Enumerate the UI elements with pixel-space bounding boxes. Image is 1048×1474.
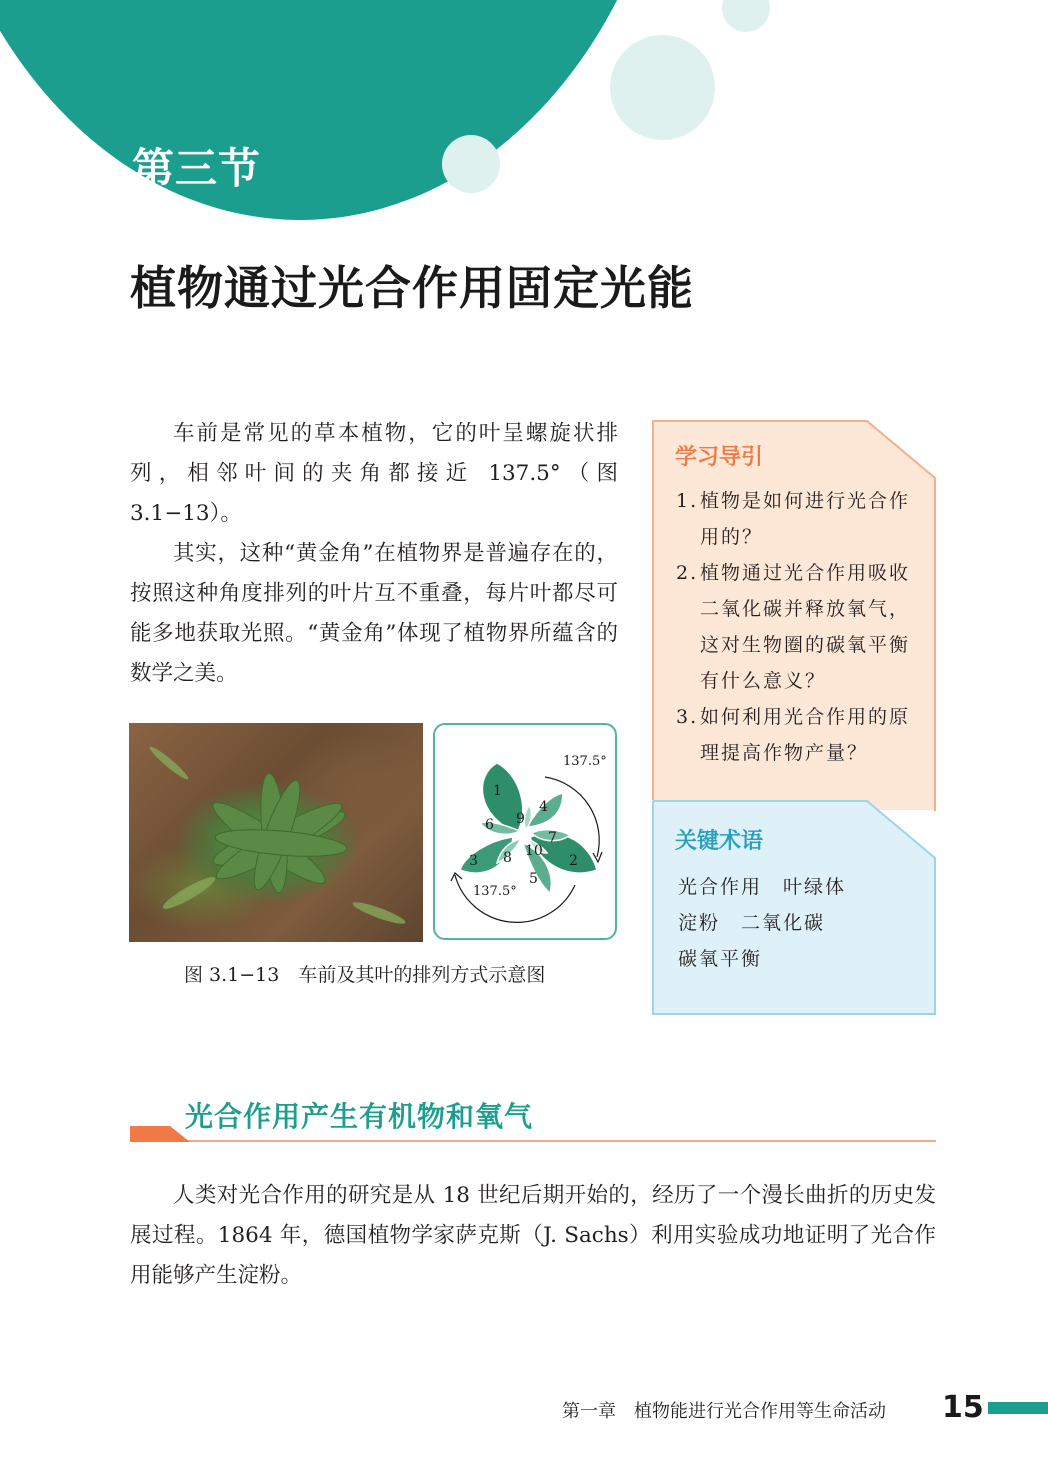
footer-chapter-title: 第一章 植物能进行光合作用等生命活动: [562, 1401, 886, 1422]
heading-rule: [130, 1140, 936, 1142]
figure-caption: 图 3.1−13 车前及其叶的排列方式示意图: [184, 964, 546, 986]
body-paragraph: [130, 1176, 936, 1296]
leaf-number: 2: [569, 853, 578, 869]
heading-tab-decoration: [130, 1126, 190, 1142]
page-number: 15: [942, 1390, 984, 1425]
intro-text: [130, 414, 618, 694]
plantain-photo: [129, 723, 423, 942]
leaf-number: 4: [539, 799, 548, 815]
leaf-number: 1: [493, 783, 502, 799]
question-number: 1.: [676, 490, 699, 512]
section-label: 第三节: [132, 144, 262, 193]
section-heading: 光合作用产生有机物和氧气: [185, 1100, 534, 1133]
intro-paragraph: 其实，这种“黄金角”在植物界是普遍存在的，按照这种角度排列的叶片互不重叠，每片叶都尽可能多地获取光照。“黄金角”体现了植物界所蕴含的数学之美。: [130, 541, 618, 686]
guide-title: 学习导引: [675, 445, 764, 470]
guide-question: [676, 699, 916, 771]
leaf-number: 3: [469, 853, 478, 869]
leaf-number: 7: [548, 830, 557, 846]
guide-question: [676, 555, 916, 699]
paragraph-text: 人类对光合作用的研究是从 18 世纪后期开始的，经历了一个漫长曲折的历史发展过程。1864 年，德国植物学家萨克斯（J. Sachs）利用实验成功地证明了光合作用能够产生淀粉。: [130, 1183, 936, 1288]
angle-label: 137.5°: [563, 754, 607, 769]
terms-title: 关键术语: [675, 829, 764, 854]
leaf-number: 9: [516, 811, 525, 827]
question-text: 如何利用光合作用的原理提高作物产量？: [700, 706, 911, 764]
question-text: 植物通过光合作用吸收二氧化碳并释放氧气，这对生物圈的碳氧平衡有什么意义？: [700, 562, 911, 692]
guide-question: [676, 483, 916, 555]
leaf-number: 10: [525, 843, 543, 859]
leaf-number: 5: [529, 871, 538, 887]
question-text: 植物是如何进行光合作用的？: [700, 490, 911, 548]
term-line: 光合作用 叶绿体: [678, 876, 847, 898]
leaf-arrangement-diagram: [433, 723, 617, 940]
angle-label: 137.5°: [473, 884, 517, 899]
leaf-number: 8: [503, 850, 512, 866]
term-line: 淀粉 二氧化碳: [678, 912, 826, 934]
footer-bar: [988, 1402, 1048, 1414]
intro-paragraph: 车前是常见的草本植物，它的叶呈螺旋状排列，相邻叶间的夹角都接近 137.5°（图 3.1−13）。: [130, 421, 618, 526]
question-number: 3.: [676, 706, 699, 728]
decor-bubble: [722, 0, 770, 32]
lesson-title: 植物通过光合作用固定光能: [130, 261, 694, 315]
decor-bubble: [610, 35, 715, 140]
question-number: 2.: [676, 562, 699, 584]
leaf-number: 6: [485, 817, 494, 833]
header-decoration: [0, 0, 680, 220]
decor-bubble: [442, 135, 500, 193]
term-line: 碳氧平衡: [678, 948, 763, 970]
